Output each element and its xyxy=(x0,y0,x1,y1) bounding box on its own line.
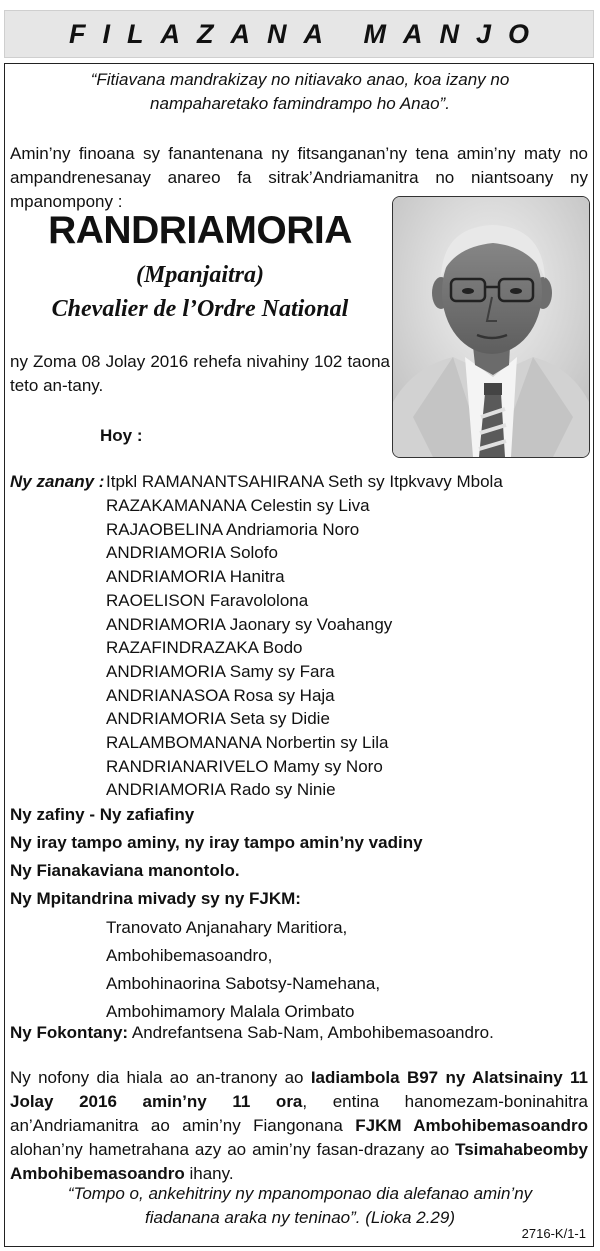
funeral-details xyxy=(10,1066,588,1186)
list-item: ANDRIAMORIA Rado sy Ninie xyxy=(106,780,336,800)
list-item: ANDRIANASOA Rosa sy Haja xyxy=(106,685,335,705)
list-item: ANDRIAMORIA Hanitra xyxy=(106,567,285,587)
list-item: RALAMBOMANANA Norbertin sy Lila xyxy=(106,733,389,753)
death-notice: ny Zoma 08 Jolay 2016 rehefa nivahiny 102 taona teto an-tany. xyxy=(10,352,390,395)
fokontany-label: Ny Fokontany: xyxy=(10,1023,129,1042)
funeral-text-1: Ny nofony dia hiala ao an-tranony ao xyxy=(10,1068,311,1087)
fokontany-line xyxy=(10,1021,494,1045)
list-item: RAZAFINDRAZAKA Bodo xyxy=(106,638,303,658)
list-item: Ambohimamory Malala Orimbato xyxy=(106,1002,355,1021)
header-banner xyxy=(4,10,594,58)
closing-quote: “Tompo o, ankehitriny ny mpanomponao dia alefanao amin’ny fiadanana araka ny teninao”. (Lioka 2.29) xyxy=(67,1184,533,1227)
reference-code: 2716-K/1-1 xyxy=(521,1226,586,1241)
grandchildren-line: Ny zafiny - Ny zafiafiny xyxy=(10,805,195,824)
list-item: Tranovato Anjanahary Maritiora, xyxy=(106,918,348,937)
opening-quote: “Fitiavana mandrakizay no nitiavako anao, koa izany no nampaharetako famindrampo ho Anao”. xyxy=(90,70,510,113)
funeral-text-2: , entina hanomezam-boninahitra an’Andriamanitra ao amin’ny Fiangonana xyxy=(10,1092,588,1135)
funeral-place-date: Iadiambola B97 ny Alatsinainy 11 Jolay 2016 amin’ny 11 ora xyxy=(10,1068,588,1111)
funeral-text-4: ihany. xyxy=(184,1164,234,1183)
siblings-line: Ny iray tampo aminy, ny iray tampo amin’ny vadiny xyxy=(10,833,423,852)
list-item: Ambohinaorina Sabotsy-Namehana, xyxy=(106,974,381,993)
funeral-tomb: Tsimahabeomby Ambohibemasoandro xyxy=(10,1140,588,1183)
hoy-label: Hoy : xyxy=(100,426,143,445)
list-item: RAZAKAMANANA Celestin sy Liva xyxy=(106,496,370,515)
deceased-occupation: (Mpanjaitra) xyxy=(135,262,264,288)
portrait-illustration xyxy=(393,197,589,457)
list-item: RANDRIANARIVELO Mamy sy Noro xyxy=(106,756,383,776)
pastors-line: Ny Mpitandrina mivady sy ny FJKM: xyxy=(10,889,301,908)
children-label: Ny zanany : xyxy=(10,472,105,491)
list-item: RAOELISON Faravololona xyxy=(106,590,309,610)
list-item: ANDRIAMORIA Jaonary sy Voahangy xyxy=(106,614,393,634)
intro-text: Amin’ny finoana sy fanantenana ny fitsanganan’ny tena amin’ny maty no ampandrenesanay anareo fa sitrak’Andriamanitra no niantsoany ny mpanompony : xyxy=(10,144,588,211)
list-item: ANDRIAMORIA Solofo xyxy=(106,543,278,563)
list-item: RAJAOBELINA Andriamoria Noro xyxy=(106,519,360,539)
children-list xyxy=(106,494,392,802)
portrait-photo xyxy=(392,196,590,458)
fokontany-value: Andrefantsena Sab-Nam, Ambohibemasoandro. xyxy=(131,1023,494,1042)
list-item: ANDRIAMORIA Seta sy Didie xyxy=(106,709,330,729)
header-title: FILAZANA MANJO xyxy=(69,18,546,49)
children-first: Itpkl RAMANANTSAHIRANA Seth sy Itpkvavy Mbola xyxy=(106,472,503,491)
list-item: Ambohibemasoandro, xyxy=(106,946,273,965)
list-item: ANDRIAMORIA Samy sy Fara xyxy=(106,661,335,681)
deceased-name: RANDRIAMORIA xyxy=(48,209,352,252)
deceased-honor: Chevalier de l’Ordre National xyxy=(51,296,349,322)
funeral-text-3: alohan’ny hametrahana azy ao amin’ny fasan-drazany ao xyxy=(10,1140,456,1159)
funeral-church: FJKM Ambohibemasoandro xyxy=(355,1116,588,1135)
church-list xyxy=(106,914,380,1026)
family-line: Ny Fianakaviana manontolo. xyxy=(10,861,240,880)
